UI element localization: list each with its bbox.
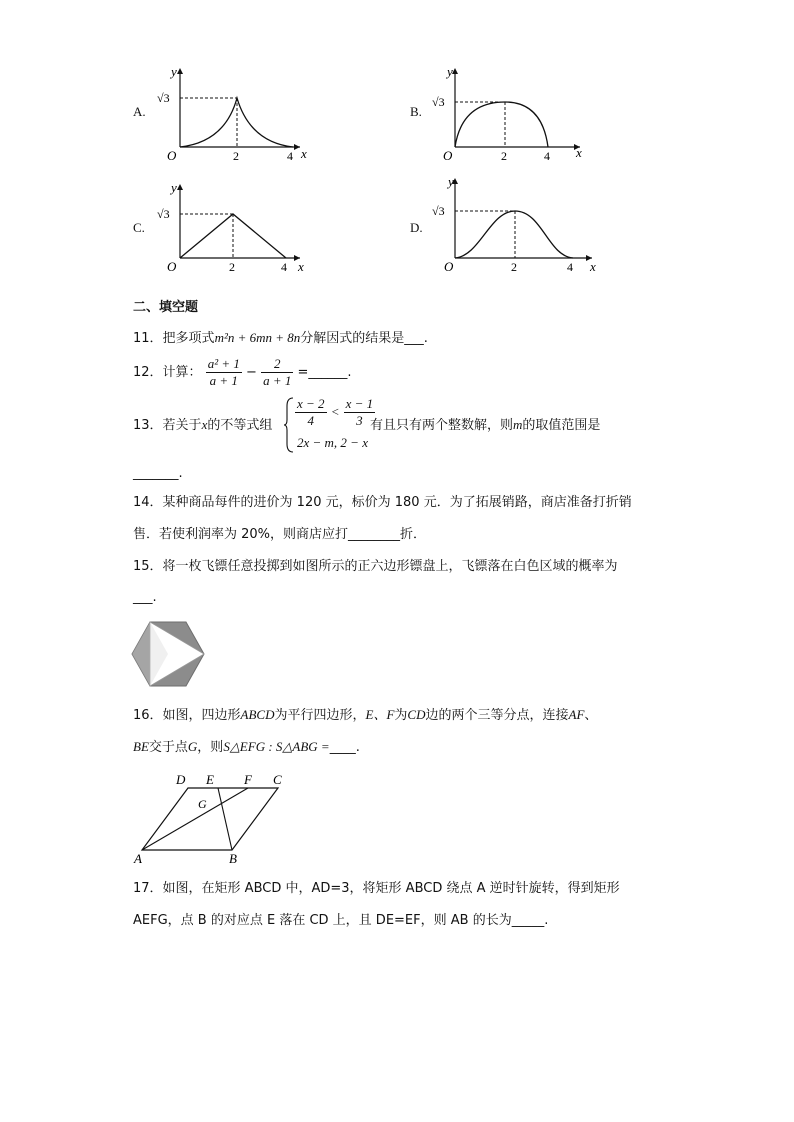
ineq-operator: < bbox=[330, 404, 340, 419]
parallelogram-figure bbox=[130, 770, 295, 865]
q14-line-2 bbox=[133, 526, 426, 544]
q16-be: BE bbox=[133, 739, 149, 754]
x-tick-2: 2 bbox=[501, 149, 507, 162]
y-axis-label: y bbox=[448, 174, 454, 189]
ineq-fraction-left bbox=[295, 396, 327, 429]
x-tick-2: 2 bbox=[511, 260, 517, 274]
origin-label: O bbox=[167, 259, 177, 274]
fraction-numerator: a² + 1 bbox=[207, 356, 240, 371]
question-11 bbox=[133, 329, 428, 348]
fraction-denominator: 4 bbox=[307, 413, 315, 428]
x-tick-4: 4 bbox=[287, 149, 293, 162]
q14-answer-blank[interactable]: ________ bbox=[348, 527, 401, 542]
q13-answer-blank[interactable]: _______ bbox=[133, 466, 179, 481]
q16-text: 、 bbox=[584, 708, 598, 723]
question-12 bbox=[133, 356, 352, 390]
q13-inequality-2: 2x − m, 2 − x bbox=[297, 435, 368, 450]
x-axis-label: x bbox=[576, 145, 582, 160]
q16-text: 边的两个三等分点，连接 bbox=[425, 708, 569, 723]
q13-answer-line bbox=[133, 465, 183, 483]
q16-text: 16．如图，四边形 bbox=[133, 708, 241, 723]
q11-number: 11． bbox=[133, 331, 163, 346]
fraction-denominator: a + 1 bbox=[263, 373, 292, 388]
point-c-label: C bbox=[273, 772, 282, 787]
q16-line-2 bbox=[133, 738, 360, 757]
q12-minus: − bbox=[246, 365, 257, 380]
q15-answer-blank[interactable]: ___ bbox=[133, 590, 153, 605]
point-g-label: G bbox=[198, 797, 207, 811]
q16-end: . bbox=[355, 740, 360, 755]
point-d-label: D bbox=[176, 772, 186, 787]
q12-end: . bbox=[347, 365, 352, 380]
option-d-label: D. bbox=[410, 220, 423, 235]
section-title: 二、填空题 bbox=[133, 300, 199, 315]
x-tick-2: 2 bbox=[229, 260, 235, 274]
fraction-numerator: 2 bbox=[261, 356, 293, 373]
point-e-label: E bbox=[206, 772, 214, 787]
y-tick: √3 bbox=[157, 207, 170, 221]
q14-text-post: 折． bbox=[400, 527, 427, 542]
q13-text-post2: 的取值范围是 bbox=[522, 418, 601, 433]
q12-text: 计算： bbox=[162, 365, 202, 380]
q16-af: AF bbox=[568, 707, 585, 722]
q11-expression: m²n + 6mn + 8n bbox=[214, 330, 301, 345]
option-b-label: B. bbox=[410, 104, 422, 119]
fraction-numerator: x − 1 bbox=[345, 396, 374, 411]
q15-end: . bbox=[152, 590, 157, 605]
x-axis-label: x bbox=[298, 259, 304, 274]
q16-line-1 bbox=[133, 706, 597, 725]
q16-g: G bbox=[187, 739, 198, 754]
q16-ef: E、F bbox=[365, 707, 395, 722]
x-tick-4: 4 bbox=[567, 260, 573, 274]
y-tick: √3 bbox=[432, 95, 445, 109]
q13-end: . bbox=[178, 466, 183, 481]
y-tick: √3 bbox=[432, 204, 445, 218]
x-tick-4: 4 bbox=[544, 149, 550, 162]
graph-c bbox=[155, 178, 315, 278]
origin-label: O bbox=[444, 259, 454, 274]
q16-cd: CD bbox=[407, 707, 426, 722]
hexagon-dartboard-figure bbox=[128, 618, 208, 690]
q16-text: 为 bbox=[394, 708, 408, 723]
q15-line-1: 15．将一枚飞镖任意投掷到如图所示的正六边形镖盘上，飞镖落在白色区域的概率为 bbox=[133, 559, 618, 574]
y-axis-label: y bbox=[171, 64, 177, 79]
q15-line-2 bbox=[133, 589, 157, 607]
q11-end: . bbox=[423, 331, 428, 346]
q16-answer-blank[interactable]: ____ bbox=[329, 740, 356, 755]
point-f-label: F bbox=[244, 772, 252, 787]
q16-ratio: S△EFG : S△ABG = bbox=[223, 739, 330, 754]
q12-fraction-1 bbox=[206, 356, 242, 389]
y-tick: √3 bbox=[157, 91, 170, 105]
fraction-denominator: 3 bbox=[356, 413, 363, 428]
q17-line-1: 17．如图，在矩形 ABCD 中，AD=3，将矩形 ABCD 绕点 A 逆时针旋转，得到矩形 bbox=[133, 881, 620, 896]
q16-text: 为平行四边形， bbox=[274, 708, 366, 723]
q12-equals: = bbox=[297, 365, 309, 380]
point-b-label: B bbox=[229, 851, 237, 865]
q14-text: 售．若使利润率为 20%，则商店应打 bbox=[133, 527, 349, 542]
q12-answer-blank[interactable]: ______ bbox=[308, 365, 348, 380]
q13-number: 13． bbox=[133, 418, 163, 433]
graph-d bbox=[430, 172, 605, 277]
q12-number: 12． bbox=[133, 365, 163, 380]
fraction-denominator: a + 1 bbox=[209, 373, 238, 388]
graph-a bbox=[155, 62, 315, 162]
q13-brace bbox=[283, 396, 295, 454]
q11-answer-blank[interactable]: ___ bbox=[404, 331, 424, 346]
q13-text-mid: 的不等式组 bbox=[207, 418, 273, 433]
x-tick-4: 4 bbox=[281, 260, 287, 274]
q11-text-post: 分解因式的结果是 bbox=[300, 331, 405, 346]
q14-line-1: 14．某种商品每件的进价为 120 元，标价为 180 元．为了拓展销路，商店准备打折销 bbox=[133, 495, 632, 510]
option-c-label: C. bbox=[133, 220, 145, 235]
option-a-label: A. bbox=[133, 104, 146, 119]
fraction-numerator: x − 2 bbox=[297, 396, 325, 411]
q13-inequality-1 bbox=[295, 396, 375, 429]
q13-text: 若关于 bbox=[162, 418, 202, 433]
q17-answer-blank[interactable]: _____ bbox=[511, 913, 545, 928]
q13-variable: x bbox=[201, 417, 208, 432]
x-tick-2: 2 bbox=[233, 149, 239, 162]
q16-abcd: ABCD bbox=[240, 707, 275, 722]
q11-text: 把多项式 bbox=[162, 331, 215, 346]
point-a-label: A bbox=[134, 851, 142, 865]
q16-text: ，则 bbox=[197, 740, 224, 755]
q16-text: 交于点 bbox=[148, 740, 188, 755]
y-axis-label: y bbox=[447, 64, 453, 79]
question-13-prefix bbox=[133, 416, 272, 435]
q17-line-2 bbox=[133, 912, 548, 930]
graph-b bbox=[430, 62, 595, 162]
x-axis-label: x bbox=[301, 146, 307, 161]
y-axis-label: y bbox=[171, 180, 177, 195]
q13-text-post: 有且只有两个整数解，则 bbox=[370, 418, 514, 433]
q12-fraction-2 bbox=[261, 356, 293, 389]
q17-end: . bbox=[544, 913, 549, 928]
x-axis-label: x bbox=[590, 259, 596, 274]
q17-text: AEFG，点 B 的对应点 E 落在 CD 上，且 DE=EF，则 AB 的长为 bbox=[133, 913, 512, 928]
origin-label: O bbox=[167, 148, 177, 162]
origin-label: O bbox=[443, 148, 453, 162]
q13-m: m bbox=[513, 417, 523, 432]
question-13-suffix bbox=[370, 416, 600, 435]
